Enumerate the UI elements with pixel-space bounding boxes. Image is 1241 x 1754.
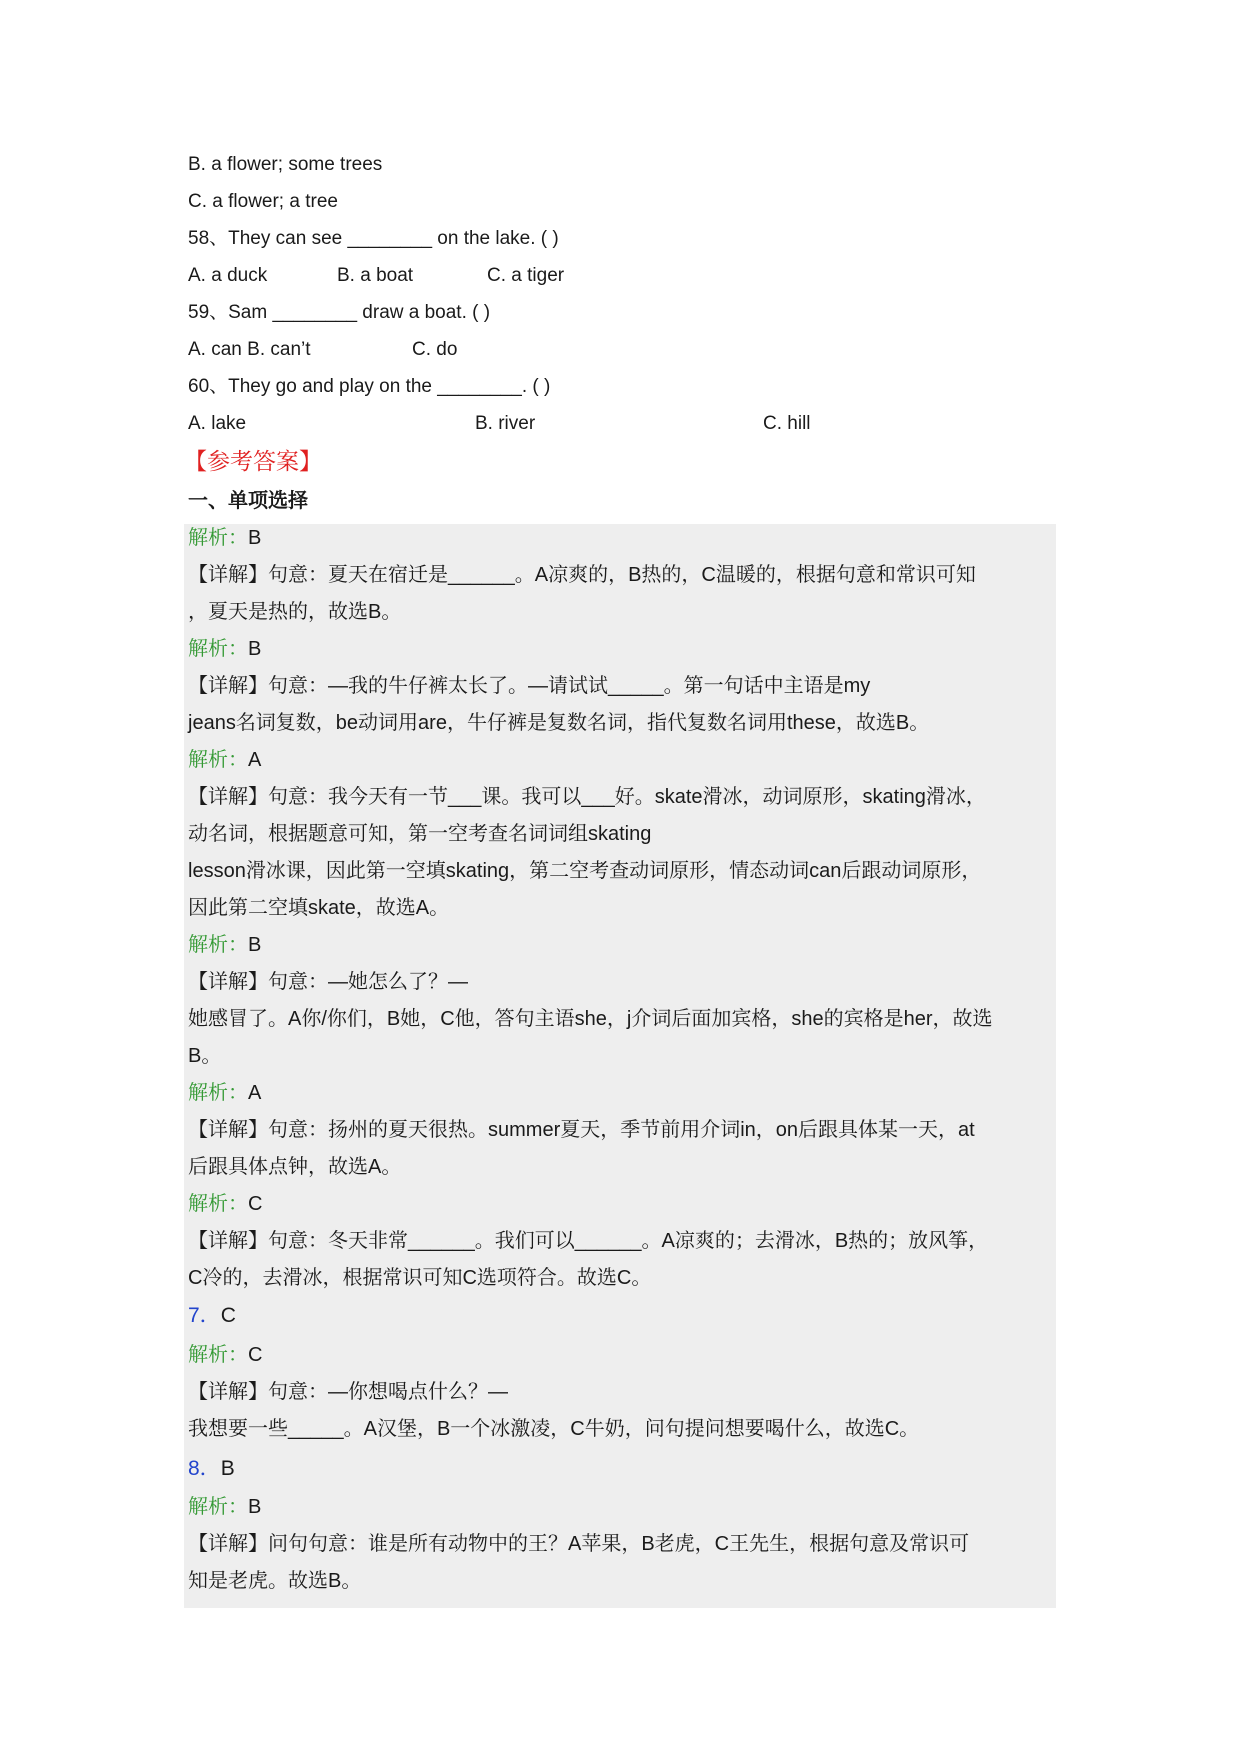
answer-6-detail: C冷的，去滑冰，根据常识可知C选项符合。故选C。 [188,1267,652,1289]
q60-stem: 60、They go and play on the ________. ( ) [188,376,551,397]
answer-2-line [188,636,261,662]
answer-8-detail: 【详解】问句句意：谁是所有动物中的王？A苹果，B老虎，C王先生，根据句意及常识可 [188,1533,970,1555]
question-8-header [188,1456,235,1482]
q59-stem: 59、Sam ________ draw a boat. ( ) [188,302,491,323]
analysis-label: 解析： [188,1193,248,1215]
q58-option-b: B. a boat [337,265,414,286]
q60-option-a: A. lake [188,413,247,434]
question-number: 8． [188,1457,221,1480]
q57-option-c: C. a flower; a tree [188,191,338,212]
answer-3-detail: lesson滑冰课，因此第一空填skating，第二空考查动词原形，情态动词can后跟动词原形， [188,860,982,882]
q59-option-a-b: A. can B. can’t [188,339,311,360]
answer-8-line [188,1494,261,1520]
analysis-label: 解析： [188,749,248,771]
answer-3-detail: 动名词，根据题意可知，第一空考查名词词组skating [188,823,652,845]
analysis-label: 解析： [188,1082,248,1104]
answer-7-detail: 【详解】句意：—你想喝点什么？— [188,1381,508,1403]
answer-section-subtitle: 一、单项选择 [188,490,308,512]
answer-1-detail: 【详解】句意：夏天在宿迁是______。A凉爽的，B热的，C温暖的，根据句意和常识可知 [188,564,976,586]
analysis-answer: C [248,1344,263,1366]
analysis-answer: B [248,527,262,549]
analysis-label: 解析： [188,527,248,549]
answer-1-detail: ，夏天是热的，故选B。 [188,601,402,623]
answer-2-detail: 【详解】句意：—我的牛仔裤太长了。—请试试_____。第一句话中主语是my [188,675,871,697]
q60-option-c: C. hill [763,413,811,434]
analysis-answer: B [248,638,262,660]
q58-option-a: A. a duck [188,265,268,286]
answer-2-detail: jeans名词复数，be动词用are，牛仔裤是复数名词，指代复数名词用these，故选B。 [188,712,930,734]
answer-8-detail: 知是老虎。故选B。 [188,1570,362,1592]
answer-5-detail: 后跟具体点钟，故选A。 [188,1156,402,1178]
analysis-label: 解析： [188,934,248,956]
q59-option-c: C. do [412,339,458,360]
analysis-answer: B [248,1496,262,1518]
answer-4-line [188,932,261,958]
answer-5-line [188,1080,261,1106]
answer-3-line [188,747,261,773]
q57-option-b: B. a flower; some trees [188,154,383,175]
question-answer: B [220,1457,235,1480]
answer-6-line [188,1191,262,1217]
q60-option-b: B. river [475,413,536,434]
analysis-answer: A [248,1082,262,1104]
q58-stem: 58、They can see ________ on the lake. ( ) [188,228,559,249]
q58-option-c: C. a tiger [487,265,565,286]
analysis-label: 解析： [188,1344,248,1366]
answer-section-title: 【参考答案】 [184,448,322,474]
answer-6-detail: 【详解】句意：冬天非常______。我们可以______。A凉爽的；去滑冰，B热的；放风筝， [188,1230,989,1252]
answer-7-detail: 我想要一些_____。A汉堡，B一个冰激凌，C牛奶，问句提问想要喝什么，故选C。 [188,1418,920,1440]
answer-3-detail: 【详解】句意：我今天有一节___课。我可以___好。skate滑冰，动词原形，skating滑冰， [188,786,986,808]
answer-4-detail: 【详解】句意：—她怎么了？— [188,971,468,993]
analysis-answer: A [248,749,262,771]
answer-5-detail: 【详解】句意：扬州的夏天很热。summer夏天，季节前用介词in，on后跟具体某一天，at [188,1119,975,1141]
answer-4-detail: B。 [188,1045,222,1067]
answer-4-detail: 她感冒了。A你/你们，B她，C他，答句主语she，j介词后面加宾格，she的宾格是her，故选 [188,1008,993,1030]
analysis-label: 解析： [188,1496,248,1518]
question-answer: C [220,1304,236,1327]
question-number: 7． [188,1304,221,1327]
question-7-header [188,1303,236,1329]
analysis-answer: B [248,934,262,956]
answer-1-line [188,525,261,551]
analysis-label: 解析： [188,638,248,660]
analysis-answer: C [248,1193,263,1215]
answer-3-detail: 因此第二空填skate，故选A。 [188,897,450,919]
answer-7-line [188,1342,262,1368]
